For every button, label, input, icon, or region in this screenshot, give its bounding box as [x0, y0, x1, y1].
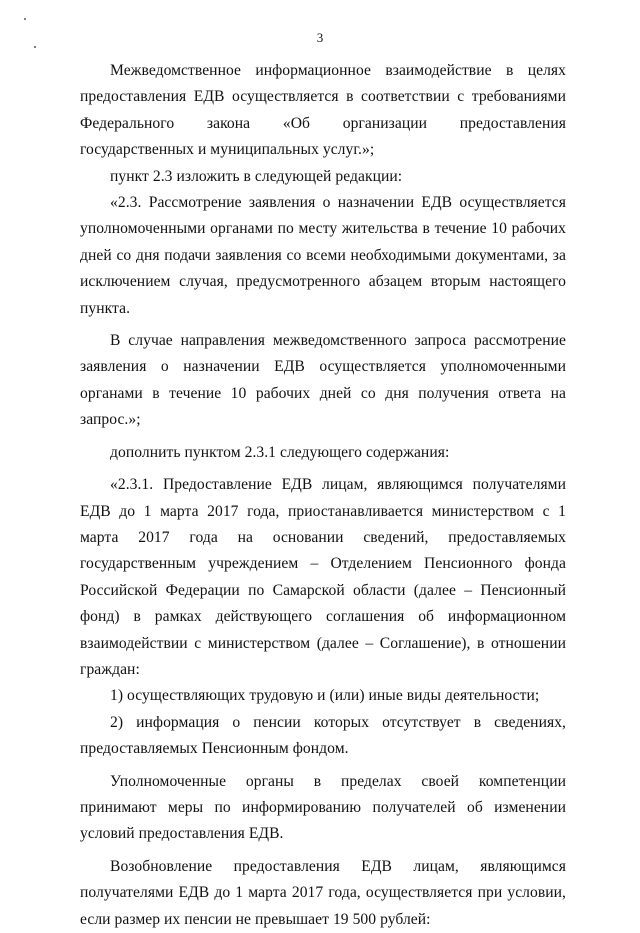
paragraph-item-2-3-1-instruction: дополнить пунктом 2.3.1 следующего содержания: — [110, 443, 450, 461]
list-item-1: 1) осуществляющих трудовую и (или) иные виды деятельности; — [110, 687, 540, 705]
list-item-2: 2) информация о пенсии которых отсутствует в сведениях, предоставляемых Пенсионным фондом. — [80, 713, 566, 758]
paragraph-authorities-measures: Уполномоченные органы в пределах своей компетенции принимают меры по информированию получателей об изменении условий предоставления ЕДВ. — [80, 772, 566, 843]
paragraph-interagency-interaction: Межведомственное информационное взаимодействие в целях предоставления ЕДВ осуществляется в соответствии с требованиями Федерального закона «Об организации предоставления государственных и муниципальных услуг.»; — [80, 62, 566, 159]
paragraph-item-2-3-instruction: пункт 2.3 изложить в следующей редакции: — [110, 167, 403, 185]
scan-speck — [34, 46, 36, 48]
page-number: 3 — [316, 30, 324, 45]
scan-speck — [24, 18, 26, 20]
paragraph-item-2-3-1-text: «2.3.1. Предоставление ЕДВ лицам, являющимся получателями ЕДВ до 1 марта 2017 года, приостанавливается министерством с 1 марта 2017 года на основании сведений, предоставляемых государственным учреждением – Отделением Пенсионного фонда Российской Федерации по Самарской области (далее – Пенсионный фонд) в рамках действующего соглашения об информационном взаимодействии с министерством (далее – Соглашение), в отношении граждан: — [80, 476, 566, 678]
paragraph-interagency-request: В случае направления межведомственного запроса рассмотрение заявления о назначении ЕДВ осуществляется уполномоченными органами в течение 10 рабочих дней со дня получения ответа на запрос.»; — [80, 332, 566, 429]
paragraph-item-2-3-text: «2.3. Рассмотрение заявления о назначении ЕДВ осуществляется уполномоченными органами по месту жительства в течение 10 рабочих дней со дня подачи заявления со всеми необходимыми документами, за исключением случая, предусмотренного абзацем вторым настоящего пункта. — [80, 194, 566, 317]
document-body — [80, 58, 566, 933]
paragraph-resumption: Возобновление предоставления ЕДВ лицам, являющимся получателями ЕДВ до 1 марта 2017 года, осуществляется при условии, если размер их пенсии не превышает 19 500 рублей: — [80, 857, 566, 928]
